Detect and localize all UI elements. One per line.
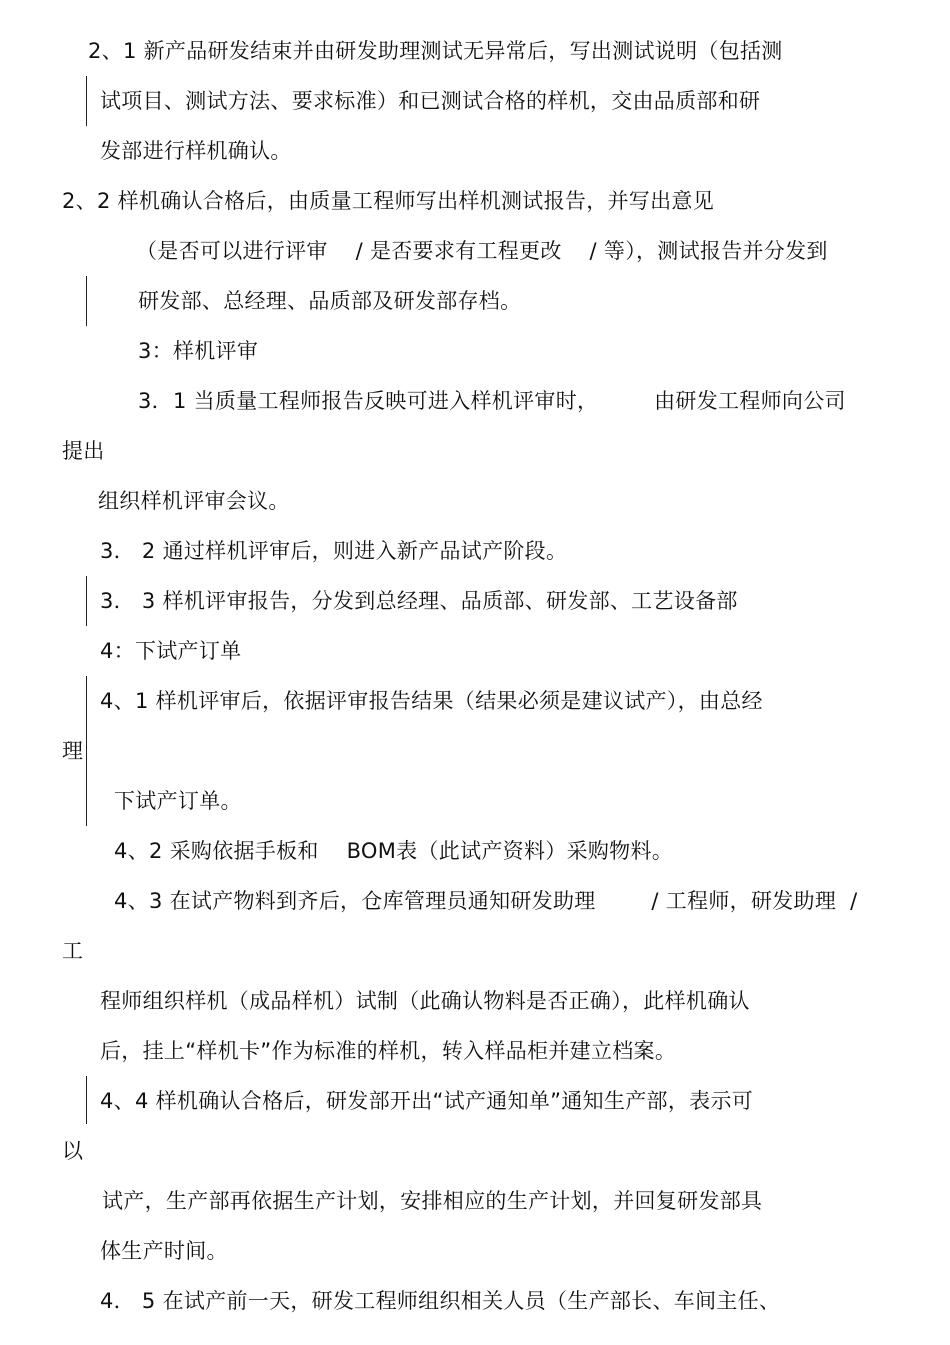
text-line: 3． 2 通过样机评审后，则进入新产品试产阶段。 — [100, 539, 568, 563]
section-heading: 4：下试产订单 — [100, 639, 242, 663]
revision-bar — [86, 1076, 87, 1124]
text-line: 4． 5 在试产前一天，研发工程师组织相关人员（生产部长、车间主任、 — [100, 1289, 781, 1313]
section-heading: 3：样机评审 — [138, 339, 259, 363]
text-line: 3． 3 样机评审报告，分发到总经理、品质部、研发部、工艺设备部 — [100, 589, 738, 613]
text-line: 发部进行样机确认。 — [100, 139, 292, 163]
text-line: 试项目、测试方法、要求标准）和已测试合格的样机，交由品质部和研 — [100, 89, 761, 113]
text-line: 理 — [62, 739, 84, 763]
text-line: 4、1 样机评审后，依据评审报告结果（结果必须是建议试产），由总经 — [100, 689, 763, 713]
text-line: 4、3 在试产物料到齐后，仓库管理员通知研发助理 / 工程师，研发助理 / — [114, 889, 858, 913]
text-line: 工 — [62, 939, 84, 963]
text-line: 程师组织样机（成品样机）试制（此确认物料是否正确），此样机确认 — [100, 989, 750, 1013]
text-line: 下试产订单。 — [114, 789, 242, 813]
text-line: 研发部、总经理、品质部及研发部存档。 — [138, 289, 522, 313]
text-line: 以 — [62, 1139, 84, 1163]
text-line: （是否可以进行评审 / 是否要求有工程更改 / 等），测试报告并分发到 — [136, 239, 828, 263]
text-line: 4、2 采购依据手板和 BOM表（此试产资料）采购物料。 — [114, 839, 674, 863]
text-line: 提出 — [62, 439, 105, 463]
text-line: 体生产时间。 — [100, 1239, 228, 1263]
text-line: 3．1 当质量工程师报告反映可进入样机评审时， 由研发工程师向公司 — [138, 389, 846, 413]
revision-bar — [86, 576, 87, 626]
text-line: 试产，生产部再依据生产计划，安排相应的生产计划，并回复研发部具 — [102, 1189, 763, 1213]
text-line: 2、1 新产品研发结束并由研发助理测试无异常后，写出测试说明（包括测 — [88, 39, 783, 63]
text-line: 4、4 样机确认合格后，研发部开出“试产通知单”通知生产部，表示可 — [100, 1089, 754, 1113]
text-line: 组织样机评审会议。 — [98, 489, 290, 513]
text-line: 后，挂上“样机卡”作为标准的样机，转入样品柜并建立档案。 — [100, 1039, 677, 1063]
revision-bar — [86, 76, 87, 126]
revision-bar — [86, 676, 87, 826]
revision-bar — [86, 276, 87, 326]
text-line: 2、2 样机确认合格后，由质量工程师写出样机测试报告，并写出意见 — [62, 189, 714, 213]
